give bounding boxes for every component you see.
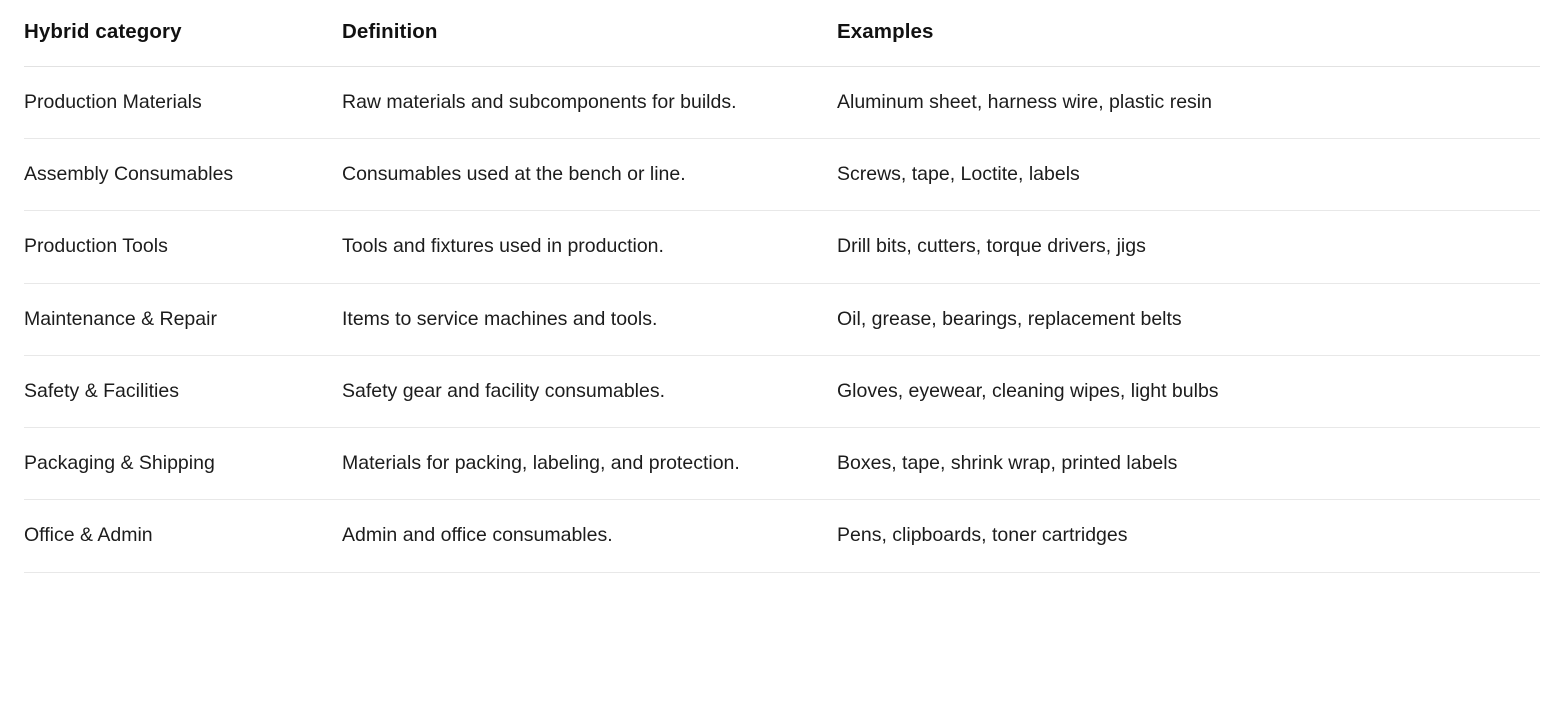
cell-category: Production Tools — [24, 211, 342, 283]
cell-category: Production Materials — [24, 67, 342, 139]
cell-examples: Gloves, eyewear, cleaning wipes, light bulbs — [837, 355, 1540, 427]
table-row — [24, 139, 1540, 211]
cell-definition: Items to service machines and tools. — [342, 283, 837, 355]
cell-examples: Pens, clipboards, toner cartridges — [837, 500, 1540, 572]
table-row — [24, 67, 1540, 139]
cell-examples: Aluminum sheet, harness wire, plastic resin — [837, 67, 1540, 139]
column-header-category: Hybrid category — [24, 0, 342, 67]
table-row — [24, 500, 1540, 572]
cell-definition: Materials for packing, labeling, and protection. — [342, 428, 837, 500]
cell-category: Safety & Facilities — [24, 355, 342, 427]
cell-definition: Raw materials and subcomponents for builds. — [342, 67, 837, 139]
cell-category: Packaging & Shipping — [24, 428, 342, 500]
cell-examples: Boxes, tape, shrink wrap, printed labels — [837, 428, 1540, 500]
table-header-row — [24, 0, 1540, 67]
hybrid-category-table — [24, 0, 1540, 573]
table-header — [24, 0, 1540, 67]
cell-definition: Safety gear and facility consumables. — [342, 355, 837, 427]
cell-category: Assembly Consumables — [24, 139, 342, 211]
table-row — [24, 283, 1540, 355]
cell-examples: Drill bits, cutters, torque drivers, jigs — [837, 211, 1540, 283]
cell-examples: Screws, tape, Loctite, labels — [837, 139, 1540, 211]
cell-category: Office & Admin — [24, 500, 342, 572]
cell-definition: Tools and fixtures used in production. — [342, 211, 837, 283]
table-row — [24, 428, 1540, 500]
cell-category: Maintenance & Repair — [24, 283, 342, 355]
cell-examples: Oil, grease, bearings, replacement belts — [837, 283, 1540, 355]
cell-definition: Admin and office consumables. — [342, 500, 837, 572]
table-row — [24, 211, 1540, 283]
column-header-definition: Definition — [342, 0, 837, 67]
table-row — [24, 355, 1540, 427]
cell-definition: Consumables used at the bench or line. — [342, 139, 837, 211]
table-body — [24, 67, 1540, 573]
column-header-examples: Examples — [837, 0, 1540, 67]
